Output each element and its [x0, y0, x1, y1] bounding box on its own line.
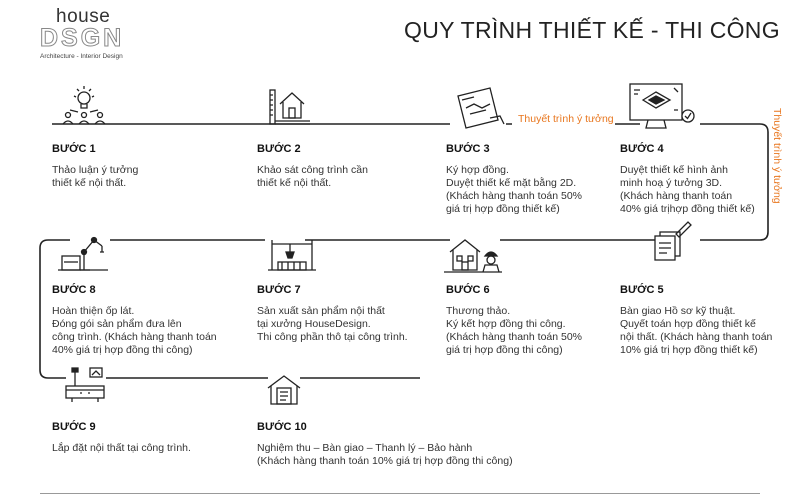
step-text-line: Hoàn thiện ốp lát.	[52, 305, 135, 317]
house-measure-icon	[270, 90, 310, 124]
step-text-line: Thương thảo.	[446, 305, 511, 317]
step-text-line: (Khách hàng thanh toán 50%	[446, 190, 583, 202]
step-text-line: 10% giá trị hợp đồng thiết kế)	[620, 344, 758, 356]
documents-pen-icon	[655, 222, 691, 260]
step-text-line: Thi công phần thô tại công trình.	[257, 331, 408, 343]
step-text-line: Duyệt thiết kế mặt bằng 2D.	[446, 177, 577, 189]
handshake-contract-icon	[458, 88, 504, 128]
step-text-line: Quyết toán hợp đồng thiết kế	[620, 318, 756, 330]
step-4	[620, 143, 755, 216]
factory-crane-icon	[268, 240, 316, 270]
logo-house-text: house	[56, 6, 111, 27]
step-number: BƯỚC 7	[257, 284, 301, 296]
step-5	[620, 284, 772, 357]
step-number: BƯỚC 1	[52, 143, 96, 155]
logo-design-text: DSGN	[40, 24, 125, 52]
step-text-line: tại xưởng HouseDesign.	[257, 318, 371, 330]
step-number: BƯỚC 4	[620, 143, 664, 155]
presentation-label-horizontal: Thuyết trình ý tưởng	[518, 113, 614, 125]
step-text-line: Khảo sát công trình cần	[257, 164, 368, 176]
step-text-line: 40% giá trịhợp đồng thiết kế)	[620, 203, 755, 215]
step-number: BƯỚC 10	[257, 421, 307, 433]
step-9	[52, 421, 191, 455]
house-document-icon	[268, 376, 300, 404]
step-number: BƯỚC 6	[446, 284, 490, 296]
step-7	[257, 284, 408, 344]
lightbulb-team-icon	[63, 86, 105, 124]
step-number: BƯỚC 3	[446, 143, 490, 155]
step-text-line: Nghiệm thu – Bàn giao – Thanh lý – Bảo hành	[257, 442, 473, 454]
step-text-line: nội thất. (Khách hàng thanh toán	[620, 331, 773, 343]
step-number: BƯỚC 5	[620, 284, 664, 296]
footer-divider	[40, 493, 760, 494]
house-worker-icon	[444, 240, 502, 272]
step-10	[257, 421, 513, 468]
step-number: BƯỚC 9	[52, 421, 96, 433]
presentation-label-vertical: Thuyết trình ý tưởng	[771, 108, 783, 204]
step-text-line: (Khách hàng thanh toán	[620, 190, 733, 202]
sofa-lamp-icon	[66, 368, 104, 402]
step-1	[52, 143, 138, 190]
step-text-line: Sản xuất sản phẩm nội thất	[257, 305, 385, 317]
step-text-line: Đóng gói sản phẩm đưa lên	[52, 318, 182, 330]
step-text-line: thiết kế nội thất.	[257, 177, 332, 189]
step-text-line: giá trị hợp đồng thiết kế)	[446, 203, 560, 215]
step-text-line: Bàn giao Hồ sơ kỹ thuật.	[620, 305, 736, 317]
step-text-line: minh hoạ ý tưởng 3D.	[620, 177, 723, 189]
step-text-line: 40% giá trị hợp đồng thi công)	[52, 344, 193, 356]
step-text-line: Lắp đặt nội thất tại công trình.	[52, 442, 191, 454]
step-2	[257, 143, 368, 190]
step-text-line: giá trị hợp đồng thi công)	[446, 344, 563, 356]
robot-arm-icon	[58, 238, 108, 271]
step-text-line: thiết kế nội thất.	[52, 177, 127, 189]
step-text-line: Duyệt thiết kế hình ảnh	[620, 164, 728, 176]
step-8	[52, 284, 217, 357]
step-text-line: Thảo luận ý tưởng	[52, 164, 139, 176]
step-3	[446, 143, 582, 216]
step-text-line: (Khách hàng thanh toán 10% giá trị hợp đồng thi công)	[257, 455, 513, 467]
step-text-line: Ký kết hợp đồng thi công.	[446, 318, 566, 330]
step-number: BƯỚC 8	[52, 284, 96, 296]
step-text-line: (Khách hàng thanh toán 50%	[446, 331, 583, 343]
logo-tagline: Architecture - Interior Design	[40, 53, 123, 60]
step-number: BƯỚC 2	[257, 143, 301, 155]
step-text-line: công trình. (Khách hàng thanh toán	[52, 331, 217, 343]
monitor-3d-icon	[630, 84, 694, 128]
page-title: QUY TRÌNH THIẾT KẾ - THI CÔNG	[404, 17, 780, 43]
step-text-line: Ký hợp đồng.	[446, 164, 509, 176]
step-6	[446, 284, 582, 357]
